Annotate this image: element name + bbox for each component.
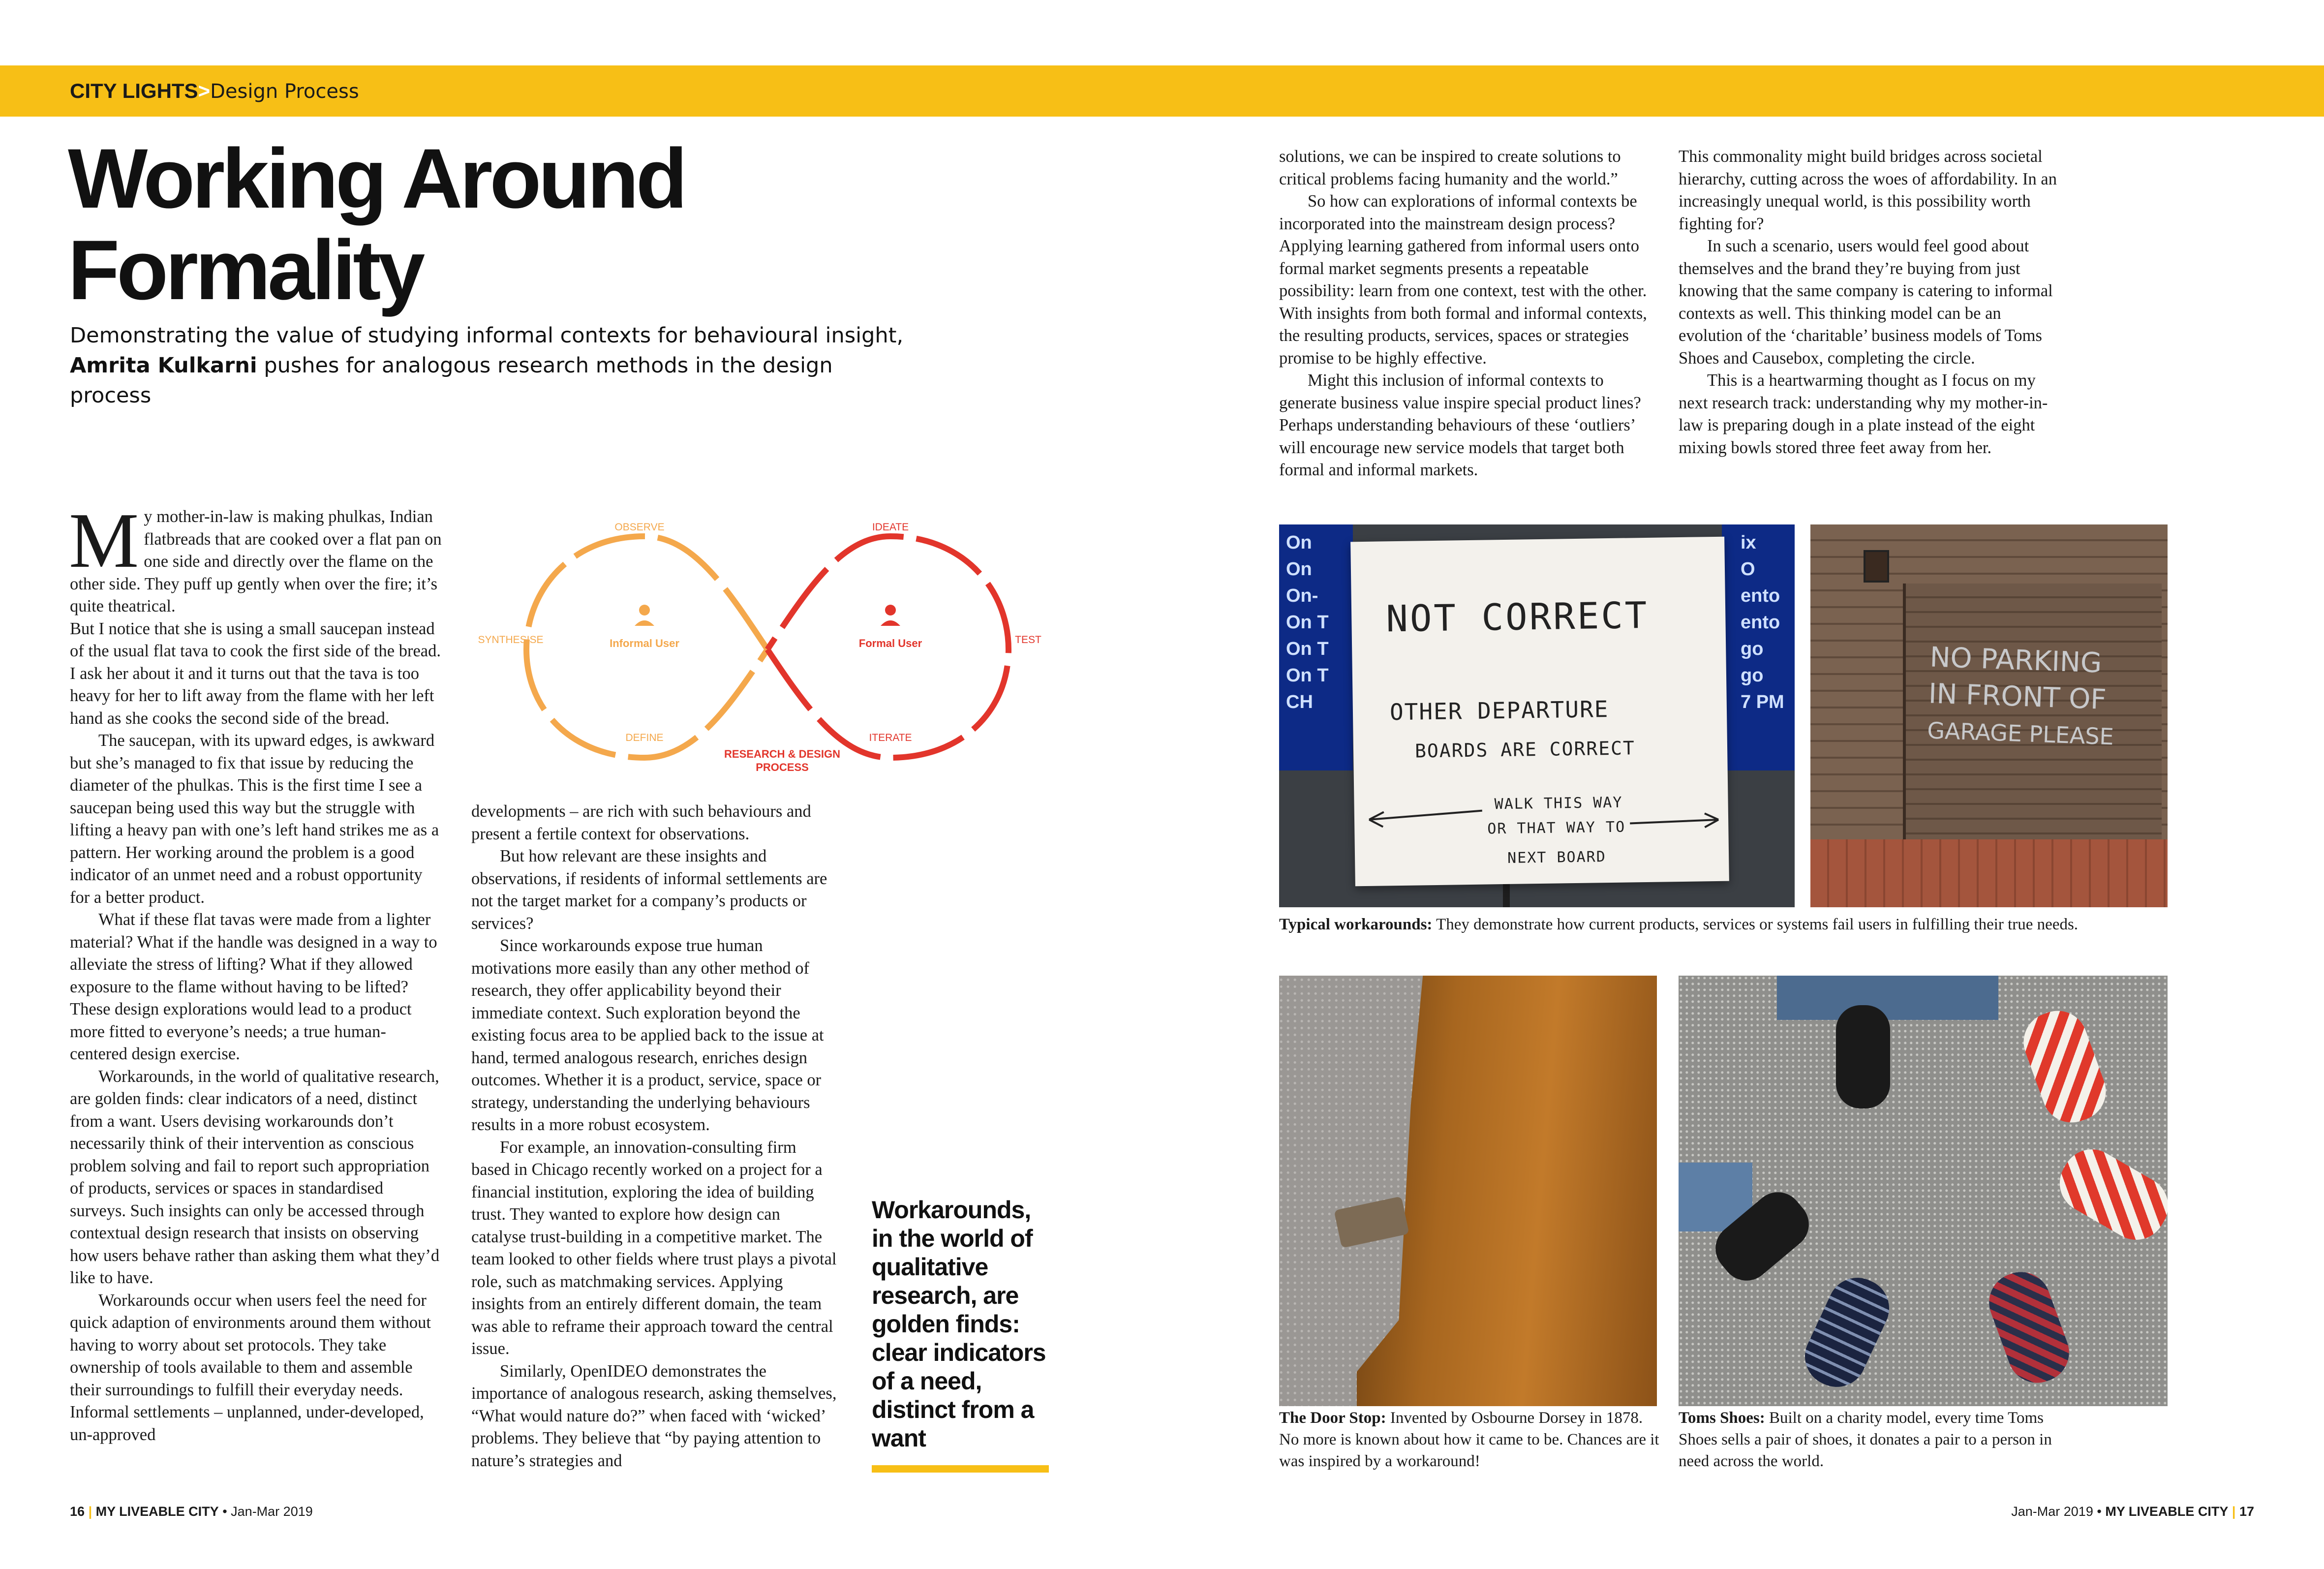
departure-board-left: On On On- On T On T On T CH <box>1279 524 1353 770</box>
garage-graffiti: NO PARKING IN FRONT OF GARAGE PLEASE <box>1926 641 2114 750</box>
label-ideate: IDEATE <box>872 522 909 533</box>
col1-paragraph-5: Workarounds, in the world of qualitative research, are golden finds: clear indicators of a need, distinct from a want. Users devising workarounds don’t necessarily think of their intervention as conscious problem solving and fail to report such appropriation of products, services or spaces in standardised surveys. Such insights can only be accessed through contextual design research that insists on observing how users behave rather than asking them what they’d like to have. <box>70 1067 440 1287</box>
deck-text-after: pushes for analogous research methods in the design process <box>70 353 833 408</box>
col2-paragraph-5: Similarly, OpenIDEO demonstrates the importance of analogous research, asking themselves, “What would nature do?” when faced with ‘wicked’ problems. They believe that “by paying attention to nature’s strategies and <box>471 1361 837 1470</box>
sign-line-5: OR THAT WAY TO <box>1487 818 1626 838</box>
label-observe: OBSERVE <box>614 522 665 533</box>
sign-arrows <box>1354 793 1728 837</box>
brick-pavement <box>1810 839 2168 907</box>
body-column-3 <box>1279 146 1653 482</box>
sign-line-not-correct: NOT CORRECT <box>1385 594 1649 641</box>
sign-line-2: OTHER DEPARTURE <box>1389 696 1609 726</box>
article-deck <box>70 321 906 411</box>
label-informal-user: Informal User <box>610 637 679 649</box>
col3-paragraph-1: solutions, we can be inspired to create solutions to critical problems facing humanity and the world.” <box>1279 147 1621 188</box>
informal-user-icon <box>635 605 654 626</box>
breadcrumb-section: CITY LIGHTS <box>70 79 198 102</box>
caption-door-stop: The Door Stop: Invented by Osbourne Dorsey in 1878. No more is known about how it came to be. Chances are it was inspired by a workaround! <box>1279 1409 1659 1470</box>
title-line-1: Working Around <box>68 131 685 226</box>
col4-paragraph-1: This commonality might build bridges across societal hierarchy, cutting across the woes of affordability. In an increasingly unequal world, is this possibility worth fighting for? <box>1679 147 2057 233</box>
col2-paragraph-1: developments – are rich with such behaviours and present a fertile context for observations. <box>471 802 811 843</box>
col3-paragraph-2: So how can explorations of informal contexts be incorporated into the mainstream design process? Applying learning gathered from informal users onto formal market segments presents a repeatable possibility: learn from one context, test with the other. With insights from both formal and informal contexts, the resulting products, services, spaces or strategies promise to be highly effective. <box>1279 192 1647 368</box>
sign-line-4: WALK THIS WAY <box>1494 794 1623 813</box>
col3-paragraph-3: Might this inclusion of informal contexts to generate business value inspire special product lines? Perhaps understanding behaviours of these ‘outliers’ will encourage new service models that target both formal and informal markets. <box>1279 371 1641 479</box>
breadcrumb-separator: > <box>198 79 211 102</box>
rubber-door-stop <box>1334 1196 1409 1248</box>
shoe-striped-1 <box>2016 1003 2114 1131</box>
shoe-black <box>1836 1005 1890 1108</box>
footer-left: 16 | MY LIVEABLE CITY • Jan-Mar 2019 <box>70 1504 313 1519</box>
issue-date-left: Jan-Mar 2019 <box>231 1504 313 1519</box>
footer-right: Jan-Mar 2019 • MY LIVEABLE CITY | 17 <box>2011 1504 2254 1519</box>
breadcrumb <box>70 74 359 109</box>
photo-not-correct-sign <box>1279 524 1795 907</box>
breadcrumb-subsection: Design Process <box>210 80 359 103</box>
departure-board-right: ix O ento ento go go 7 PM <box>1722 524 1795 770</box>
diagram-caption-line1: RESEARCH & DESIGN <box>724 748 840 760</box>
body-column-1 <box>69 496 442 1446</box>
col4-paragraph-2: In such a scenario, users would feel good about themselves and the brand they’re buying from just knowing that the same company is catering to informal contexts as well. This thinking model can be an evolution of the ‘charitable’ business models of Toms Shoes and Causebox, completing the circle. <box>1679 237 2053 368</box>
page-number-left: 16 <box>70 1504 85 1519</box>
title-line-2: Formality <box>68 223 423 317</box>
formal-user-icon <box>881 605 900 626</box>
shoe-plaid-2 <box>1981 1264 2077 1391</box>
body-column-4 <box>1679 146 2062 459</box>
col1-paragraph-3: The saucepan, with its upward edges, is awkward but she’s managed to fix that issue by reducing the diameter of the phulkas. This is the first time I see a saucepan being used this way but the struggle with lifting a heavy pan with one’s left hand strikes me as a pattern. Her working around the problem is a good indicator of an unmet need and a robust opportunity for a better product. <box>70 731 439 907</box>
page-number-right: 17 <box>2239 1504 2254 1519</box>
jeans-top <box>1777 976 1998 1020</box>
sign-line-3: BOARDS ARE CORRECT <box>1414 737 1636 762</box>
photo-garage-door <box>1810 524 2168 907</box>
col1-paragraph-2: But I notice that she is using a small saucepan instead of the usual flat tava to cook the first side of the bread. I ask her about it and it turns out that the tava is too heavy for her to lift away from the flame with her left hand as she cooks the second side of the bread. <box>70 619 441 728</box>
col2-paragraph-3: Since workarounds expose true human motivations more easily than any other method of research, they offer applicability beyond their immediate context. Such exploration beyond the existing focus area to be applied back to the issue at hand, termed analogous research, enriches design outcomes. Whether it is a product, service, space or strategy, understanding the underlying behaviours results in a more robust ecosystem. <box>471 936 824 1134</box>
photo-door-stop <box>1279 976 1657 1406</box>
shoe-plaid-1 <box>1795 1268 1898 1396</box>
photo-toms-shoes <box>1679 976 2168 1406</box>
drop-cap: M <box>69 496 139 584</box>
magazine-title-left: MY LIVEABLE CITY <box>95 1504 219 1519</box>
pull-quote: Workarounds, in the world of qualitative research, are golden finds: clear indicators of a need, distinct from a want <box>872 1196 1046 1452</box>
diagram-caption-line2: PROCESS <box>756 761 809 773</box>
body-column-2 <box>471 800 838 1472</box>
label-test: TEST <box>1015 634 1041 646</box>
col1-paragraph-4: What if these flat tavas were made from a lighter material? What if the handle was designed in a way to alleviate the stress of lifting? What if they allowed exposure to the flame without having to be lifted? These design explorations would lead to a product more fitted to everyone’s needs; a true human-centered design exercise. <box>70 910 437 1063</box>
caption-toms-shoes: Toms Shoes: Built on a charity model, every time Toms Shoes sells a pair of shoes, it donates a pair to a person in need across the world. <box>1679 1409 2052 1470</box>
issue-date-right: Jan-Mar 2019 <box>2011 1504 2093 1519</box>
door-edge <box>1357 976 1657 1406</box>
author-name: Amrita Kulkarni <box>70 353 257 378</box>
label-synthesise: SYNTHESISE <box>478 634 544 646</box>
caption-typical-workarounds: Typical workarounds: They demonstrate how current products, services or systems fail users in fulfilling their true needs. <box>1279 916 2079 933</box>
shoe-striped-2 <box>2049 1138 2168 1251</box>
deck-text-before: Demonstrating the value of studying informal contexts for behavioural insight, <box>70 323 904 348</box>
label-define: DEFINE <box>625 732 664 743</box>
sign-line-6: NEXT BOARD <box>1507 848 1607 867</box>
research-design-process-diagram <box>472 512 1063 787</box>
garage-lamp <box>1864 550 1889 583</box>
col2-paragraph-4: For example, an innovation-consulting firm based in Chicago recently worked on a project for a financial institution, exploring the idea of building trust. They wanted to explore how design can catalyse trust-building in a competitive market. The team looked to other fields where trust plays a pivotal role, such as matchmaking services. Applying insights from an entirely different domain, the team was able to reframe their approach toward the central issue. <box>471 1138 837 1358</box>
pull-quote-rule <box>872 1465 1049 1473</box>
article-title <box>68 133 1199 316</box>
col1-paragraph-6: Workarounds occur when users feel the need for quick adaption of environments around them without having to worry about set protocols. They take ownership of tools available to them and assemble their surroundings to fulfill their everyday needs. Informal settlements – unplanned, under-developed, un-approved <box>70 1291 431 1444</box>
label-formal-user: Formal User <box>858 637 922 649</box>
col2-paragraph-2: But how relevant are these insights and observations, if residents of informal settlements are not the target market for a company’s products or services? <box>471 847 827 933</box>
col1-paragraph-1: My mother-in-law is making phulkas, Indian flatbreads that are cooked over a flat pan on one side and directly over the flame on the other side. They puff up gently when over the fire; it’s quite theatrical. <box>69 496 442 615</box>
magazine-title-right: MY LIVEABLE CITY <box>2105 1504 2229 1519</box>
label-iterate: ITERATE <box>869 732 912 743</box>
col4-paragraph-3: This is a heartwarming thought as I focus on my next research track: understanding why my mother-in-law is preparing dough in a plate instead of the eight mixing bowls stored three feet away from her. <box>1679 371 2048 457</box>
paper-sign <box>1350 537 1729 887</box>
